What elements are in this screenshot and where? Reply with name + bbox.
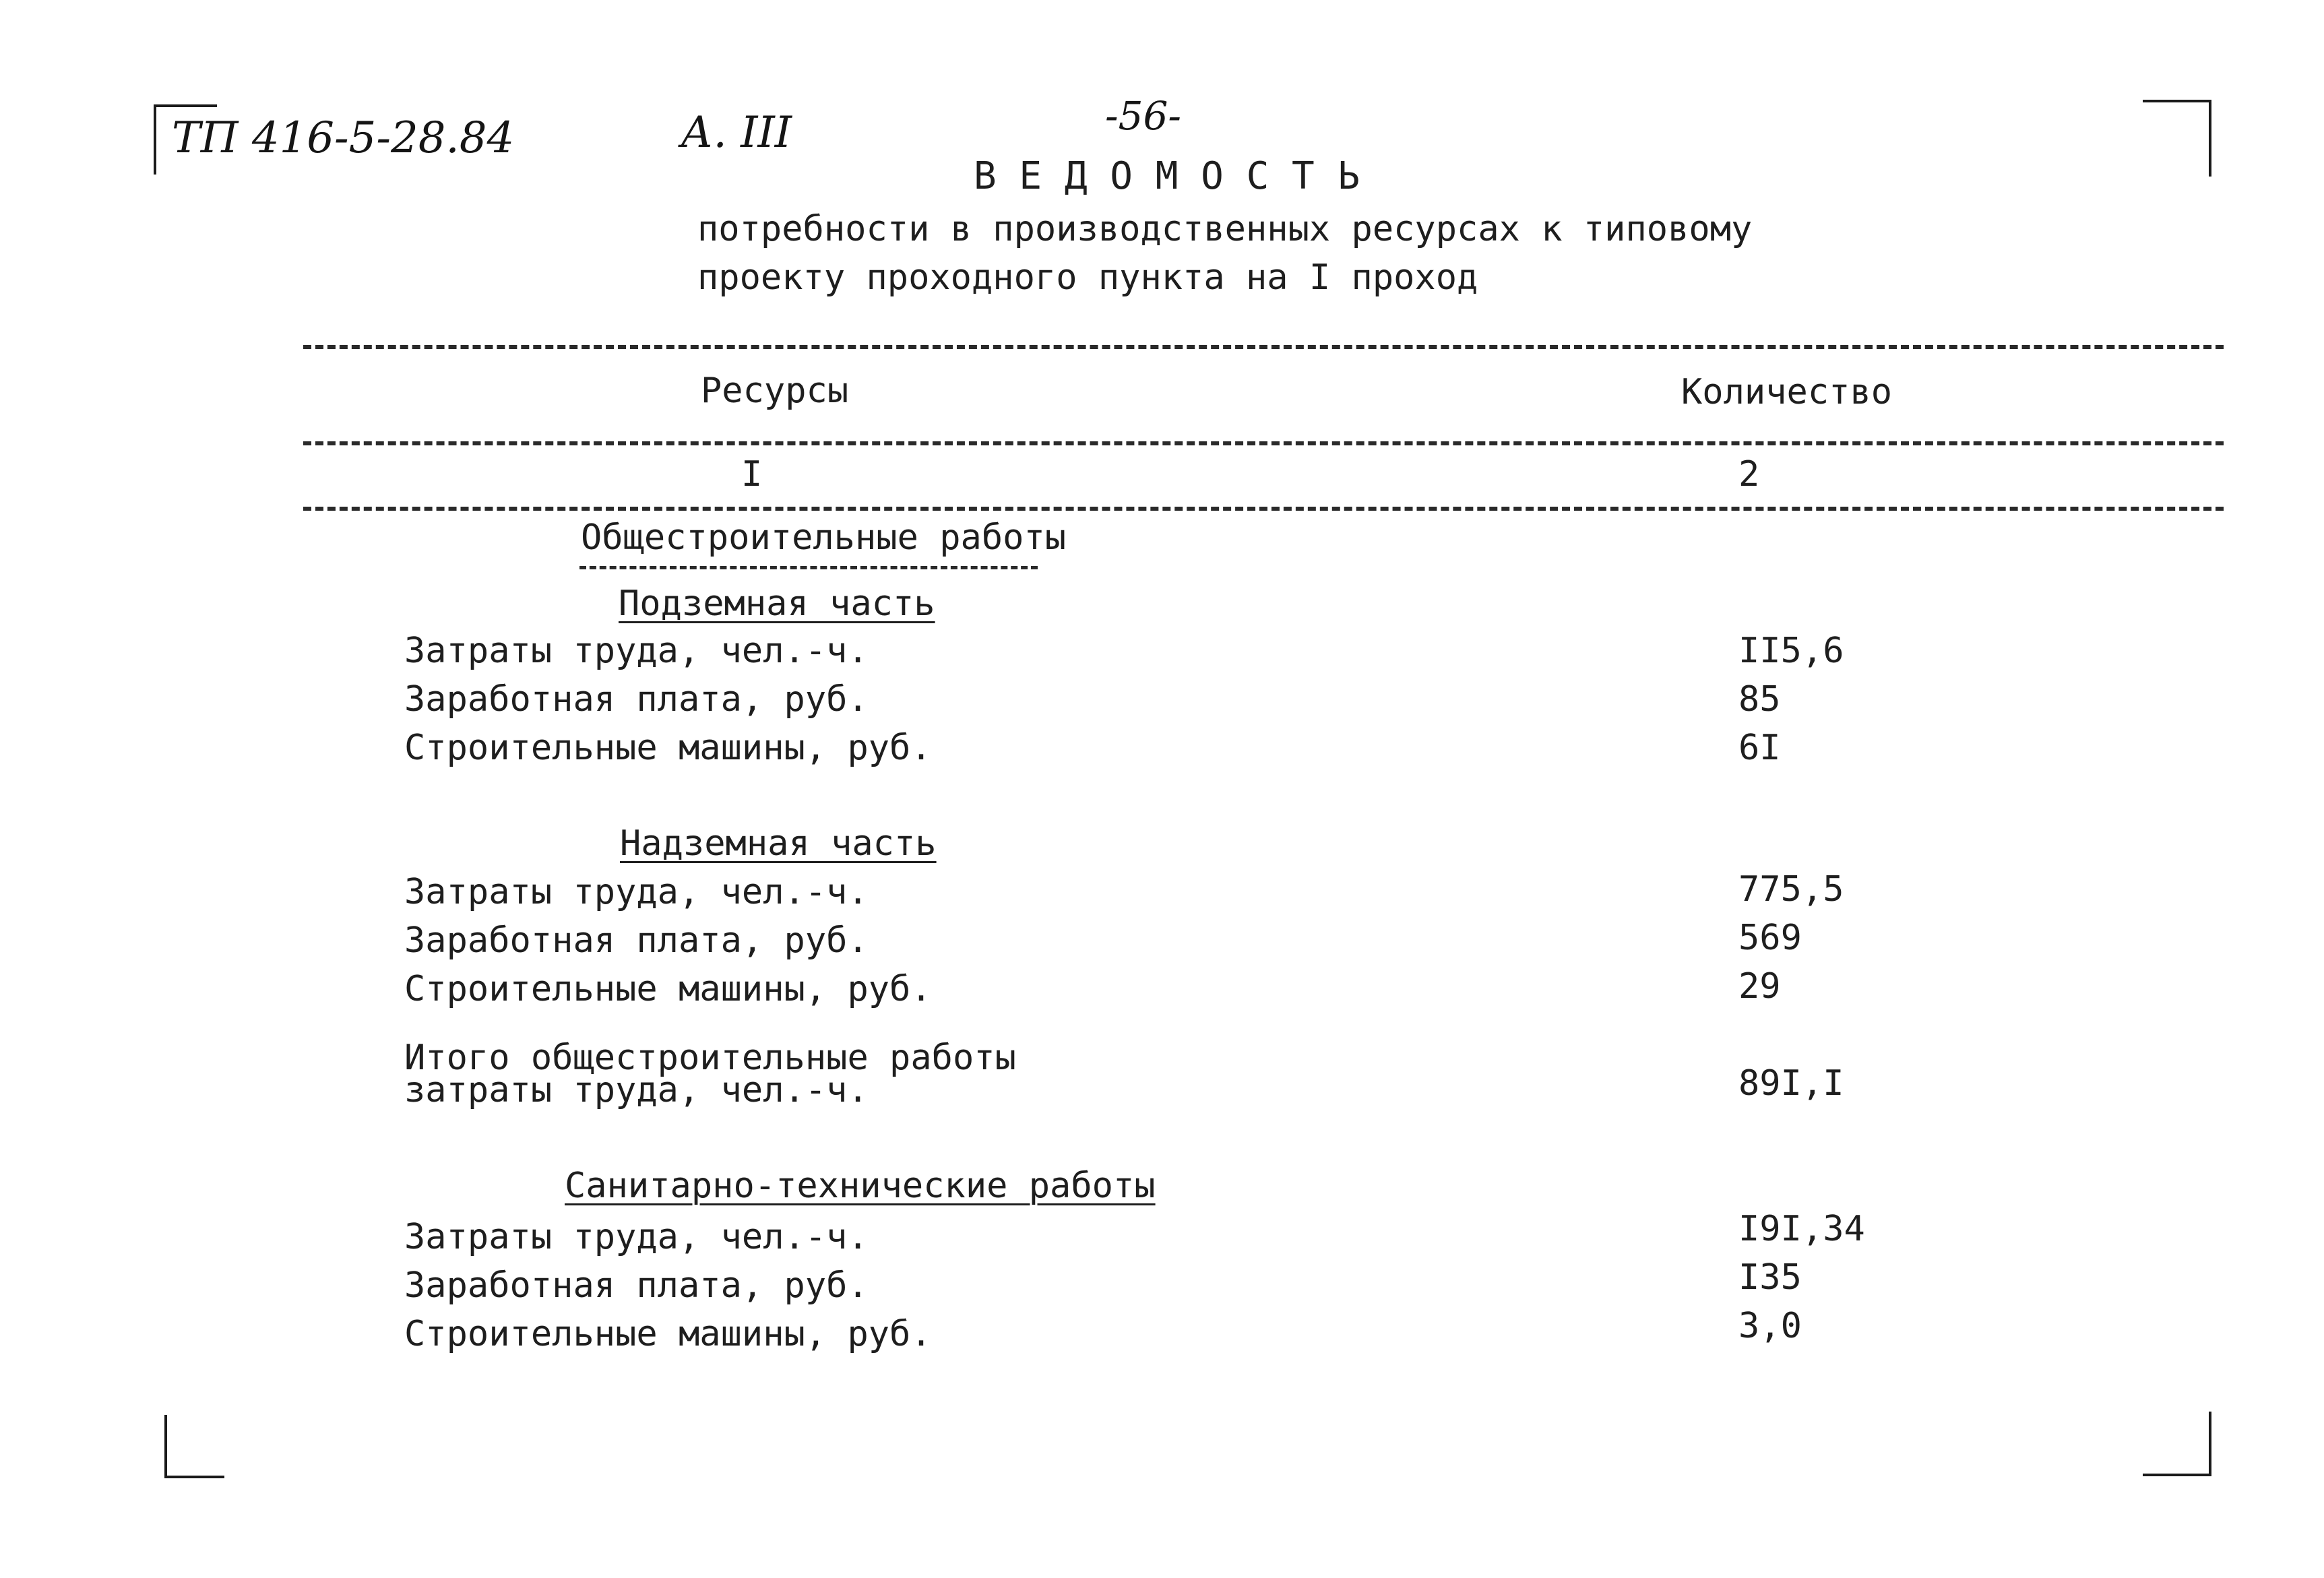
subheading-underground: Подземная часть <box>619 583 935 624</box>
row-value: 6I <box>1738 728 1781 768</box>
column-number-1: I <box>741 454 763 495</box>
section-heading-sanitary-works: Санитарно-технические работы <box>565 1166 1156 1206</box>
row-value: 569 <box>1738 918 1802 958</box>
row-label: Строительные машины, руб. <box>404 728 932 768</box>
row-label: Заработная плата, руб. <box>404 1265 869 1306</box>
row-value: I35 <box>1738 1257 1802 1298</box>
row-label: Строительные машины, руб. <box>404 969 932 1009</box>
table-rule-header <box>303 441 2224 445</box>
row-label: Заработная плата, руб. <box>404 679 869 720</box>
row-label: Заработная плата, руб. <box>404 920 869 961</box>
section-heading-underline <box>579 566 1038 569</box>
title-line-2: проекту проходного пункта на I проход <box>697 257 1478 298</box>
row-value: 29 <box>1738 966 1781 1007</box>
row-label: Затраты труда, чел.-ч. <box>404 631 869 671</box>
frame-corner-bottom-right <box>2143 1412 2211 1476</box>
column-number-2: 2 <box>1738 454 1760 495</box>
doc-code: ТП 416-5-28.84 <box>172 113 515 163</box>
album-number: А. III <box>681 108 792 158</box>
frame-corner-top-right <box>2143 100 2211 177</box>
row-value: 775,5 <box>1738 869 1844 910</box>
total-value: 89I,I <box>1738 1063 1844 1104</box>
row-value: II5,6 <box>1738 631 1844 671</box>
row-label: Затраты труда, чел.-ч. <box>404 1217 869 1257</box>
section-heading-general-works: Общестроительные работы <box>581 517 1067 558</box>
total-label-line-1: Итого общестроительные работы <box>404 1038 1016 1078</box>
frame-corner-bottom-left <box>164 1415 224 1478</box>
row-label: Строительные машины, руб. <box>404 1314 932 1354</box>
document-title: В Е Д О М О С Т Ь <box>974 154 1360 198</box>
row-value: 85 <box>1738 679 1781 720</box>
table-rule-top <box>303 345 2224 349</box>
total-label-line-2: затраты труда, чел.-ч. <box>404 1070 869 1110</box>
row-label: Затраты труда, чел.-ч. <box>404 872 869 912</box>
column-header-quantity: Количество <box>1681 372 1893 412</box>
subheading-aboveground: Надземная часть <box>620 823 937 864</box>
row-value: I9I,34 <box>1738 1209 1865 1249</box>
title-line-1: потребности в производственных ресурсах к типовому <box>697 209 1753 249</box>
page-number: -56- <box>1105 93 1181 139</box>
row-value: 3,0 <box>1738 1306 1802 1346</box>
table-rule-numbers <box>303 507 2224 511</box>
column-header-resources: Ресурсы <box>701 371 849 411</box>
